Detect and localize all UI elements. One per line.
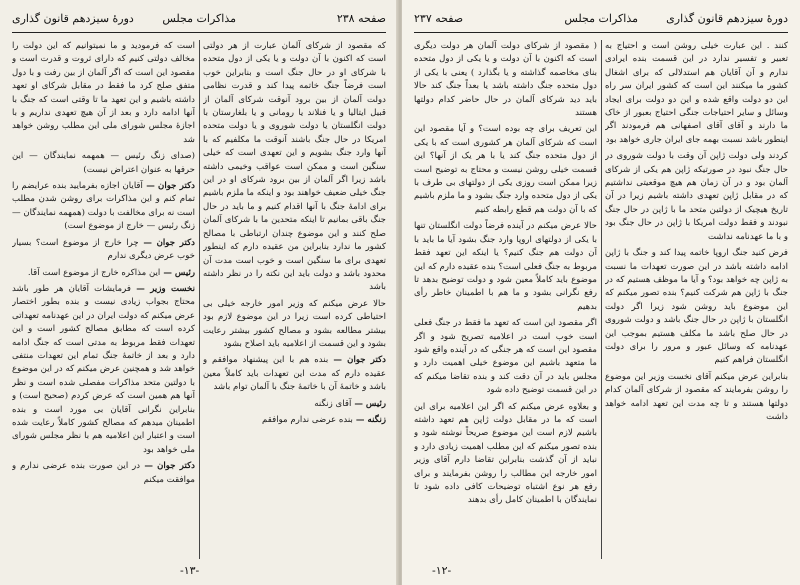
right-page-footer-number: -۱۲- — [432, 564, 452, 577]
right-page-session: دورهٔ سیزدهم قانون گذاری — [666, 12, 788, 25]
paragraph — [203, 354, 386, 394]
paragraph-text: است که فرمودید و ما نمیتوانیم که این دولت را مخالف دولتی کنیم که دارای ثروت و قدرت است و مقصود این است که اگر آلمان از بین رفت و با دول متفق صلح کرد ما فقط در مقابل شرکای او تعهد داشته باشیم و این تعهد ما تا وقتی است که جنگ با آنها ادامه دارد و بعد از آن هیچ تعهدی نداریم و با اجازهٔ مجلس شورای ملی این مطلب روشن خواهد شد — [12, 41, 195, 145]
paragraph — [605, 150, 788, 244]
paragraph-text: فرمایشات آقایان هر طور باشد محتاج بجواب زیادی نیست و بنده بطور اختصار عرض میکنم که دولت ایران در این عهدنامه تعهداتی کرده است که مطابق مصالح کشور است و این تعهدات فقط مربوط به مدتی است که جنگ ادامه دارد و بعد از خاتمهٔ جنگ تمام این تعهدات منتفی خواهد شد و همچنین عرض میکنم که در این موضوع با دولتین متحد مذاکرات مفصلی شده است و نظر آنها هم همین است که عرض کردم (صحیح است) و بنابراین نگرانی آقایان بی مورد است و بنده اطمینان میدهم که مصالح کشور کاملاً رعایت شده است و اعتبار این اعلامیه هم با نظر مجلس شورای ملی خواهد بود — [12, 283, 195, 455]
paragraph — [605, 371, 788, 425]
paragraph-text: اگر مقصود این است که تعهد ما فقط در جنگ فعلی است خوب است در اعلامیه تصریح شود و اگر مقصود این است که هر جنگی که در آینده واقع شود ما متعهد باشیم این موضوع خیلی اهمیت دارد و مجلس باید در آن دقت کند و بنده تقاضا میکنم که در این قسمت توضیح داده شود — [414, 318, 597, 396]
left-page-session: دورهٔ سیزدهم قانون گذاری — [12, 12, 134, 25]
speaker-name: زنگنه — — [352, 414, 386, 425]
paragraph-text: و بعلاوه عرض میکنم که اگر این اعلامیه برای این است که ما در مقابل دولت ژاپن هم تعهد داشته باشیم لازم است این موضوع صریحاً نوشته شود و بنده تصور میکنم که این مطلب اهمیت زیادی دارد و نباید از آن گذشت بنابراین تقاضا دارم آقای وزیر امور خارجه این مطالب را روشن بفرمایند و برای رفع هر نوع اشتباه توضیحات کافی داده شود تا نمایندگان با اطمینان کامل رأی بدهند — [414, 401, 597, 506]
paragraph-text: بنابراین عرض میکنم آقای نخست وزیر این موضوع را روشن بفرمایند که مقصود از شرکای آلمان کدام دولتها هستند و تا چه مدت این تعهد ادامه خواهد داشت — [605, 371, 788, 422]
right-header-rule — [414, 32, 788, 33]
paragraph — [414, 40, 597, 120]
paragraph-text: ( مقصود از شرکای دولت آلمان هر دولت دیگری است که اکنون با آن دولت و یا یکی از دول متحده بنای مخاصمه گذاشته و یا بگذارد ) یعنی با یکی از دول متحده جنگ داشته باشد یا بعداً جنگ کند حالا باید دید شرکای آلمان در حال حاضر کدام دولتها هستند — [414, 41, 597, 119]
paragraph — [12, 40, 195, 147]
left-page-title: مذاکرات مجلس — [162, 12, 236, 25]
paragraph-text: این تعریف برای چه بوده است؟ و آیا مقصود این است که شرکای آلمان هر کشوری است که با یکی از دول متحده جنگ کند یا با هر یک از آنها؟ این قسمت خیلی روشن نیست و محتاج به توضیح است زیرا ممکن است روزی یکی از دولتهای بی طرف با یکی از دول متحده وارد جنگ بشود و ما ملزم باشیم که با آن دولت هم قطع رابطه کنیم — [414, 124, 597, 215]
paragraph-text: کنند . این عبارت خیلی روشن است و احتیاج به تعبیر و تفسیر ندارد در این قسمت بنده ایرادی ندارم و آن آقایان هم استدلالی که برای اشغال کشور ما میکنند این است که کشور ایران سر راه این دو دولت واقع شده و این دو دولت برای ایجاد وسائل و سایر احتیاجات جنگی احتیاج بعبور از خاک ما دارند و آقای آقای اصفهانی هم فرمودند اگر اینطور باشد نسبت بهمه جای ایران جاری خواهد بود — [605, 41, 788, 145]
paragraph — [203, 398, 386, 411]
paragraph — [12, 150, 195, 177]
speaker-name: نخست وزیر — — [130, 283, 195, 294]
left-page-left-column — [12, 40, 195, 559]
paragraph — [203, 414, 386, 427]
paragraph-text: کردند ولی دولت ژاپن آن وقت با دولت شوروی در حال جنگ نبود در صورتیکه ژاپن هم یکی از شرکای آلمان بود و در آن زمان هم هیچ موقعیتی نداشتیم که در مقابل ژاپن تعهدی داشته باشیم زیرا در آن تاریخ هیچیک از دولتین متحد ما با ژاپن در حال جنگ نبودند و فقط دولت امریکا با ژاپن در حال جنگ بود و با ما عهدنامه نداشت — [605, 151, 788, 242]
paragraph — [12, 237, 195, 264]
left-page-number: صفحه ۲۳۸ — [336, 12, 386, 25]
paragraph-text: حالا عرض میکنم که وزیر امور خارجه خیلی بی احتیاطی کرده است زیرا در این موضوع لازم بود بیشتر مطالعه بشود و مصالح کشور بیشتر رعایت بشود و این قسمت از اعلامیه باید اصلاح بشود — [203, 298, 386, 349]
left-page-header — [12, 12, 386, 30]
speaker-name: دکتر جوان — — [140, 461, 195, 472]
column-divider — [199, 40, 200, 559]
right-page — [402, 0, 800, 585]
paragraph-text: بنده هم با این پیشنهاد موافقم و عقیده دارم که مدت این تعهدات باید کاملاً معین باشد و خاتمهٔ آن با خاتمهٔ جنگ با آلمان توام باشد — [203, 355, 386, 393]
right-page-title: مذاکرات مجلس — [564, 12, 638, 25]
right-page-header — [414, 12, 788, 30]
paragraph — [605, 247, 788, 368]
paragraph — [12, 180, 195, 234]
speaker-name: دکتر جوان — — [138, 237, 195, 248]
paragraph-text: فرض کنید جنگ اروپا خاتمه پیدا کند و جنگ با ژاپن ادامه داشته باشد در این صورت تعهدات ما نسبت به ژاپن چه خواهد بود؟ و آیا ما موظف هستیم که در جنگ با ژاپن هم شرکت کنیم؟ بنده تصور میکنم که این موضوع باید روشن شود زیرا اگر دولت انگلستان با ژاپن در حال جنگ باشد و دولت شوروی در حال صلح باشد ما مکلف هستیم بموجب این عهدنامه که وسائل عبور و مرور را برای دولت انگلستان فراهم کنیم — [605, 248, 788, 366]
paragraph — [12, 283, 195, 457]
paragraph-text: بنده عرضی ندارم موافقم — [262, 414, 353, 425]
paragraph-text: (صدای زنگ رئیس — همهمه نمایندگان — این حرفها به عنوان اعتراض نیست) — [12, 151, 195, 175]
paragraph — [414, 401, 597, 508]
speaker-name: دکتر جوان — — [142, 181, 195, 192]
speaker-name: دکتر جوان — — [328, 355, 386, 366]
paragraph — [414, 220, 597, 314]
paragraph — [203, 40, 386, 295]
paragraph-text: حالا عرض میکنم در آینده فرضاً دولت انگلستان تنها با یکی از دولتهای اروپا وارد جنگ بشود آیا ما باید با آن دولت هم جنگ کنیم؟ یا اینکه این تعهد فقط مربوط به جنگ فعلی است؟ بنده عقیده دارم که این موضوع باید کاملاً معین شود و دولت توضیح بدهد تا رفع نگرانی بشود و ما هم با اطمینان خاطر رأی بدهیم — [414, 221, 597, 312]
left-page-footer-number: -۱۳- — [180, 564, 200, 577]
left-page — [0, 0, 398, 585]
paragraph — [414, 123, 597, 217]
paragraph-text: چرا خارج از موضوع است؟ بسیار خوب عرض دیگری ندارم — [12, 237, 195, 262]
right-page-columns — [414, 40, 788, 559]
left-header-rule — [12, 32, 386, 33]
right-page-left-column — [414, 40, 597, 559]
right-page-right-column — [605, 40, 788, 559]
paragraph — [203, 298, 386, 352]
paragraph — [605, 40, 788, 147]
paragraph-text: در این صورت بنده عرضی ندارم و موافقت میکنم — [12, 461, 195, 485]
paragraph — [12, 267, 195, 280]
paragraph-text: آقایان اجازه بفرمایید بنده عرایضم را تمام کنم و این مذاکرات برای روشن شدن مطلب است نه برای مخالفت با دولت (همهمه نمایندگان — زنگ رئیس — خارج از موضوع است) — [12, 181, 195, 232]
paragraph-text: که مقصود از شرکای آلمان عبارت از هر دولتی است که اکنون با آن دولت و یا یکی از دول متحده با شرکای او در حال جنگ است و بنابراین خوب است فرضاً جنگ خاتمه پیدا کند و قدرت نظامی دولت آلمان از بین برود آنوقت شرکای آلمان از قبیل ایتالیا و یا فنلاند یا رومانی و یا بلغارستان با دولت انگلستان یا دولت شوروی و یا دولت متحده امریکا در حال جنگ باشند آنوقت ما مکلفیم که با آنها وارد جنگ بشویم و این تعهدی است که خیلی سنگین است و ممکن است عواقب وخیمی داشته باشد زیرا اگر آلمان از بین برود شرکای او در این جنگ خیلی ضعیف خواهند بود و اینکه ما ملزم باشیم برای ادامهٔ جنگ با آنها اقدام کنیم و ما باید در حال جنگ باقی بمانیم تا اینکه متحدین ما با شرکای آلمان صلح کنند و این موضوع چندان ارتباطی با مصالح کشور ما ندارد بنابراین من عقیده دارم که اینطور تعهدی برای ما سنگین است و خوب است مدت آن محدود باشد و دولت باید این نکته را در نظر داشته باشد — [203, 41, 386, 293]
column-divider — [601, 40, 602, 559]
speaker-name: رئیس — — [351, 398, 386, 409]
left-page-columns — [12, 40, 386, 559]
paragraph — [414, 317, 597, 397]
paragraph-text: آقای زنگنه — [314, 398, 352, 409]
right-page-number: صفحه ۲۳۷ — [414, 12, 464, 25]
speaker-name: رئیس — — [160, 267, 195, 278]
paragraph — [12, 460, 195, 487]
left-page-right-column — [203, 40, 386, 559]
paragraph-text: این مذاکره خارج از موضوع است آقا. — [27, 267, 161, 278]
